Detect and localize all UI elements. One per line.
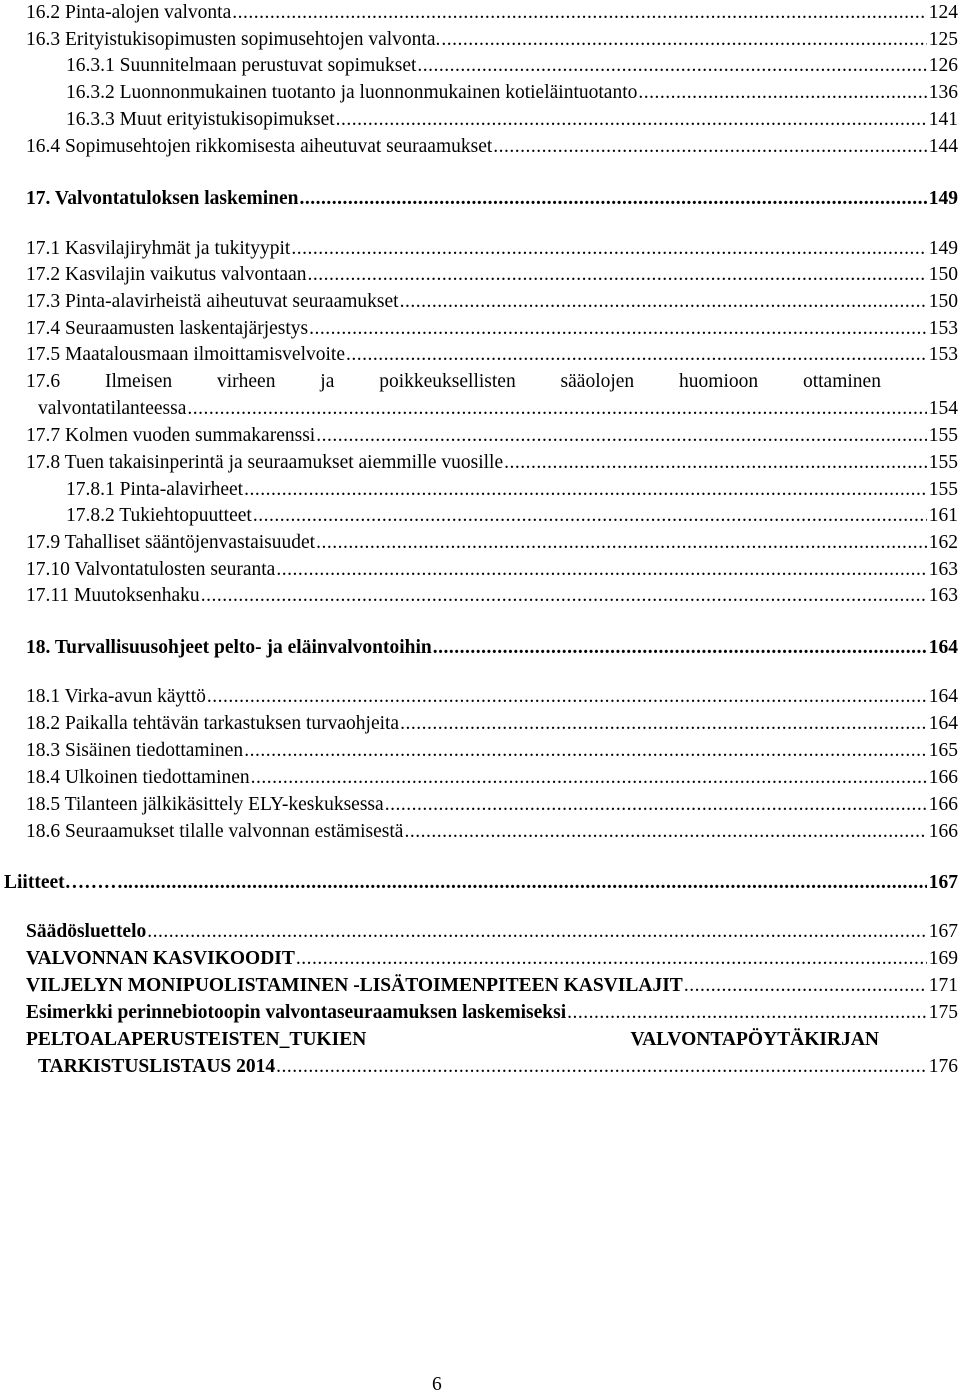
toc-dot-leader (417, 55, 926, 77)
toc-entry[interactable] (0, 27, 960, 51)
toc-entry-page: 165 (928, 740, 958, 761)
toc-entry-page: 155 (928, 479, 958, 500)
toc-dot-leader (385, 794, 927, 816)
toc-word: VALVONTAPÖYTÄKIRJAN (630, 1029, 879, 1050)
toc-dot-leader (253, 505, 927, 527)
toc-word: poikkeuksellisten (379, 371, 516, 392)
toc-entry-page: 166 (928, 794, 958, 815)
toc-entry-title: 17.8 Tuen takaisinperintä ja seuraamukset aiemmille vuosille (26, 452, 504, 473)
toc-entry-page: 125 (928, 29, 958, 50)
toc-entry-page: 150 (928, 291, 958, 312)
toc-entry-title-justified (26, 369, 881, 393)
toc-chapter-entry[interactable] (0, 635, 960, 659)
toc-entry-page: 153 (928, 344, 958, 365)
toc-dot-leader (567, 1002, 927, 1024)
toc-entry-page: 166 (928, 767, 958, 788)
toc-word: ja (320, 371, 335, 392)
toc-entry[interactable] (0, 107, 960, 131)
toc-entry[interactable] (0, 80, 960, 104)
toc-entry[interactable] (0, 423, 960, 447)
toc-entry[interactable] (0, 503, 960, 527)
toc-entry[interactable] (0, 53, 960, 77)
toc-chapter-page: 164 (928, 637, 958, 658)
toc-dot-leader (400, 713, 927, 735)
toc-dot-leader (187, 398, 926, 420)
toc-entry-page: 162 (928, 532, 958, 553)
toc-entry-title: 18.5 Tilanteen jälkikäsittely ELY-keskuksessa (26, 794, 384, 815)
toc-entry-title: 17.1 Kasvilajiryhmät ja tukityypit (26, 238, 291, 259)
toc-appendix-page: 169 (928, 948, 958, 969)
toc-entry-title: 16.4 Sopimusehtojen rikkomisesta aiheutuvat seuraamukset (26, 136, 493, 157)
toc-chapter-page: 167 (928, 872, 958, 893)
toc-entry[interactable] (0, 765, 960, 789)
toc-dot-leader (441, 29, 926, 51)
toc-entry-page: 124 (928, 2, 958, 23)
toc-entry-page: 150 (928, 264, 958, 285)
toc-chapter-entry[interactable] (0, 870, 960, 894)
toc-entry-page: 149 (928, 238, 958, 259)
toc-word: Ilmeisen (104, 371, 173, 392)
toc-entry-page: 155 (928, 452, 958, 473)
toc-entry-title: 17.8.1 Pinta-alavirheet (66, 479, 244, 500)
toc-appendix-title: VALVONNAN KASVIKOODIT (26, 948, 295, 969)
toc-appendix-entry[interactable] (0, 973, 960, 997)
toc-entry-line1[interactable] (0, 369, 960, 393)
toc-entry-title: 18.6 Seuraamukset tilalle valvonnan estämisestä (26, 821, 404, 842)
toc-entry-page: 166 (928, 821, 958, 842)
page-number: 6 (432, 1374, 442, 1395)
toc-appendix-entry[interactable] (0, 1054, 960, 1078)
toc-entry-page: 126 (928, 55, 958, 76)
toc-entry-page: 144 (928, 136, 958, 157)
toc-entry-page: 161 (928, 505, 958, 526)
toc-entry[interactable] (0, 738, 960, 762)
toc-entry-page: 153 (928, 318, 958, 339)
toc-word: 17.6 (26, 371, 61, 392)
toc-entry-title: 18.3 Sisäinen tiedottaminen (26, 740, 244, 761)
toc-entry-page: 154 (928, 398, 958, 419)
toc-dot-leader (684, 975, 927, 997)
toc-dot-leader (504, 452, 927, 474)
toc-word: sääolojen (560, 371, 635, 392)
toc-entry[interactable] (0, 289, 960, 313)
toc-dot-leader (433, 637, 927, 659)
toc-entry-page: 164 (928, 686, 958, 707)
toc-entry-title: 16.3.3 Muut erityistukisopimukset (66, 109, 335, 130)
toc-chapter-title: 17. Valvontatuloksen laskeminen (26, 188, 299, 209)
toc-dot-leader (276, 559, 926, 581)
toc-filler: ……….. (64, 872, 133, 893)
toc-entry-title: 18.4 Ulkoinen tiedottaminen (26, 767, 250, 788)
toc-entry[interactable] (0, 583, 960, 607)
toc-entry-title: 17.8.2 Tukiehtopuutteet (66, 505, 252, 526)
toc-entry-title: valvontatilanteessa (38, 398, 187, 419)
toc-entry[interactable] (0, 342, 960, 366)
toc-dot-leader (400, 291, 927, 313)
toc-entry-page: 163 (928, 559, 958, 580)
toc-entry[interactable] (0, 396, 960, 420)
toc-entry-title: 16.2 Pinta-alojen valvonta (26, 2, 232, 23)
toc-entry[interactable] (0, 819, 960, 843)
toc-chapter-title: Liitteet (4, 872, 65, 893)
toc-appendix-title: Esimerkki perinnebiotoopin valvontaseuraamuksen laskemiseksi (26, 1002, 567, 1023)
toc-dot-leader (232, 2, 927, 24)
toc-entry[interactable] (0, 792, 960, 816)
toc-entry-title: 18.1 Virka-avun käyttö (26, 686, 206, 707)
toc-dot-leader (316, 425, 927, 447)
toc-entry-title: 17.7 Kolmen vuoden summakarenssi (26, 425, 316, 446)
toc-entry[interactable] (0, 316, 960, 340)
toc-appendix-entry-line1[interactable] (0, 1027, 960, 1051)
toc-chapter-title: 18. Turvallisuusohjeet pelto- ja eläinvalvontoihin (26, 637, 432, 658)
toc-entry[interactable] (0, 450, 960, 474)
toc-entry-title: 17.2 Kasvilajin vaikutus valvontaan (26, 264, 307, 285)
toc-word: virheen (216, 371, 276, 392)
toc-dot-leader (251, 767, 927, 789)
toc-dot-leader (201, 585, 927, 607)
toc-entry-title: 17.9 Tahalliset sääntöjenvastaisuudet (26, 532, 316, 553)
toc-entry[interactable] (0, 684, 960, 708)
toc-appendix-page: 171 (928, 975, 958, 996)
toc-entry-title: 17.11 Muutoksenhaku (26, 585, 200, 606)
toc-entry-title: 16.3.2 Luonnonmukainen tuotanto ja luonnonmukainen kotieläintuotanto (66, 82, 638, 103)
toc-entry-page: 163 (928, 585, 958, 606)
toc-entry[interactable] (0, 557, 960, 581)
toc-dot-leader (276, 1056, 927, 1078)
toc-entry-title: 17.3 Pinta-alavirheistä aiheutuvat seuraamukset (26, 291, 399, 312)
toc-entry-title: 16.3 Erityistukisopimusten sopimusehtojen valvonta. (26, 29, 441, 50)
toc-appendix-page: 175 (928, 1002, 958, 1023)
toc-dot-leader (300, 188, 927, 210)
toc-dot-leader (207, 686, 927, 708)
toc-word: ottaminen (802, 371, 881, 392)
toc-entry-page: 141 (928, 109, 958, 130)
toc-chapter-entry[interactable] (0, 186, 960, 210)
toc-entry-page: 136 (928, 82, 958, 103)
toc-dot-leader (638, 82, 926, 104)
toc-dot-leader (244, 479, 927, 501)
toc-entry[interactable] (0, 262, 960, 286)
toc-dot-leader (291, 238, 926, 260)
toc-dot-leader (346, 344, 927, 366)
toc-entry-title: 17.5 Maatalousmaan ilmoittamisvelvoite (26, 344, 345, 365)
toc-dot-leader (336, 109, 927, 131)
toc-appendix-title: VILJELYN MONIPUOLISTAMINEN -LISÄTOIMENPITEEN KASVILAJIT (26, 975, 683, 996)
toc-entry-title: 17.10 Valvontatulosten seuranta (26, 559, 276, 580)
toc-dot-leader (308, 264, 927, 286)
toc-word: huomioon (679, 371, 759, 392)
toc-entry[interactable] (0, 134, 960, 158)
toc-entry-title: 16.3.1 Suunnitelmaan perustuvat sopimukset (66, 55, 417, 76)
toc-dot-leader (493, 136, 926, 158)
toc-dot-leader (404, 821, 926, 843)
toc-appendix-entry[interactable] (0, 946, 960, 970)
toc-entry[interactable] (0, 236, 960, 260)
toc-entry[interactable] (0, 530, 960, 554)
toc-appendix-entry[interactable] (0, 919, 960, 943)
toc-entry-page: 155 (928, 425, 958, 446)
toc-appendix-title-justified (26, 1027, 879, 1051)
toc-appendix-page: 176 (928, 1056, 958, 1077)
toc-word: PELTOALAPERUSTEISTEN_TUKIEN (26, 1029, 367, 1050)
toc-dot-leader (244, 740, 927, 762)
toc-appendix-entry[interactable] (0, 1000, 960, 1024)
toc-dot-leader (296, 948, 927, 970)
toc-appendix-page: 167 (928, 921, 958, 942)
toc-dot-leader (134, 872, 927, 894)
toc-entry-page: 164 (928, 713, 958, 734)
toc-entry-title: 17.4 Seuraamusten laskentajärjestys (26, 318, 309, 339)
toc-chapter-page: 149 (928, 188, 958, 209)
toc-entry[interactable] (0, 477, 960, 501)
toc-entry[interactable] (0, 711, 960, 735)
toc-dot-leader (316, 532, 927, 554)
toc-dot-leader (147, 921, 926, 943)
toc-appendix-title: Säädösluettelo (26, 921, 147, 942)
toc-entry[interactable] (0, 0, 960, 24)
toc-entry-title: 18.2 Paikalla tehtävän tarkastuksen turvaohjeita (26, 713, 400, 734)
toc-appendix-title: TARKISTUSLISTAUS 2014 (38, 1056, 276, 1077)
toc-dot-leader (309, 318, 927, 340)
